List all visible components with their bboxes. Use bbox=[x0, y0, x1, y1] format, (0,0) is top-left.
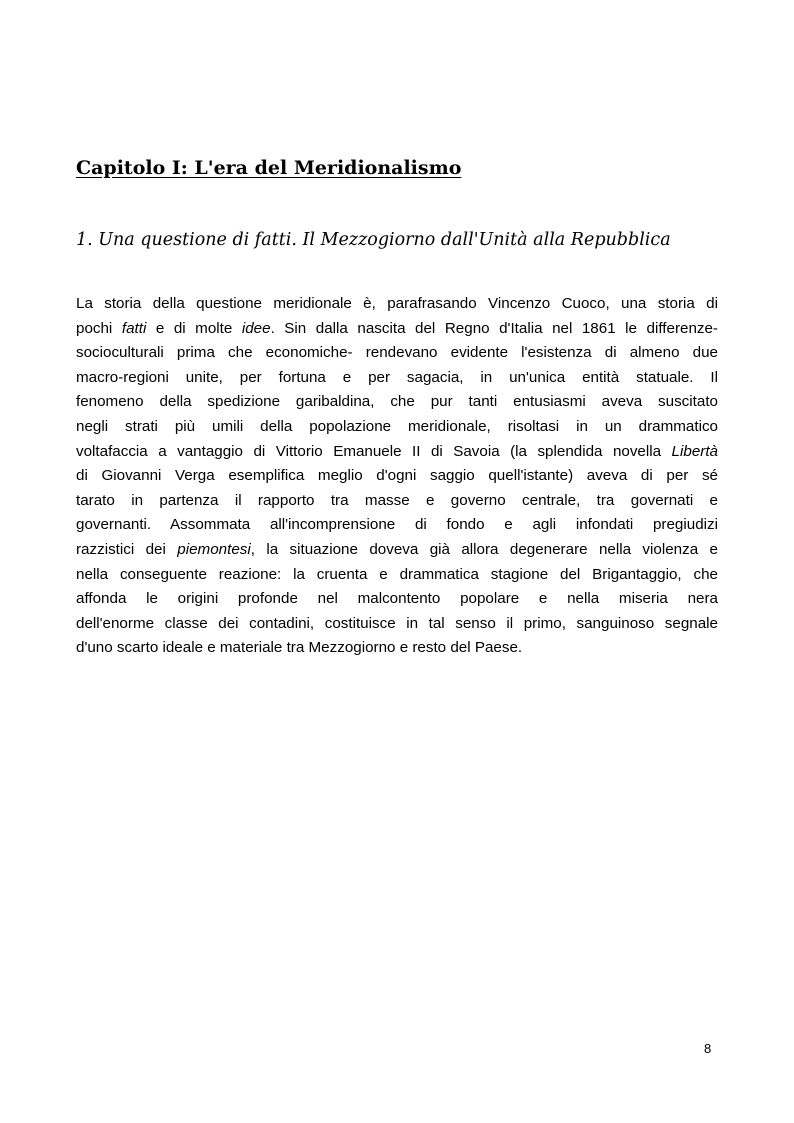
page-number: 8 bbox=[704, 1041, 712, 1056]
text-line bbox=[76, 464, 718, 489]
text-line bbox=[76, 440, 718, 465]
italic-term: piemontesi bbox=[177, 540, 251, 558]
text-segment: La storia della questione meridionale è, parafrasando Vincenzo Cuoco, una storia di bbox=[76, 295, 718, 312]
text-segment: d'uno scarto ideale e materiale tra Mezzogiorno e resto del Paese. bbox=[76, 639, 523, 657]
text-line bbox=[76, 612, 718, 637]
text-line bbox=[76, 292, 718, 317]
text-segment: socioculturali prima che economiche- rendevano evidente l'esistenza di almeno due bbox=[76, 344, 718, 362]
italic-term: fatti bbox=[121, 319, 147, 337]
text-line bbox=[76, 636, 718, 661]
body-paragraph bbox=[76, 292, 718, 661]
italic-term: idee bbox=[241, 319, 271, 337]
text-segment: dell'enorme classe dei contadini, costituisce in tal senso il primo, sanguinoso segnale bbox=[76, 614, 718, 632]
text-segment: negli strati più umili della popolazione meridionale, risoltasi in un drammatico bbox=[76, 417, 718, 435]
text-line bbox=[76, 587, 718, 612]
text-segment: di Giovanni Verga esemplifica meglio d'ogni saggio quell'istante) aveva di per sé bbox=[76, 467, 718, 485]
section-title: 1. Una questione di fatti. Il Mezzogiorno dall'Unità alla Repubblica bbox=[76, 230, 671, 250]
text-segment: nella conseguente reazione: la cruenta e drammatica stagione del Brigantaggio, che bbox=[76, 565, 718, 583]
text-line bbox=[76, 390, 718, 415]
text-segment: affonda le origini profonde nel malcontento popolare e nella miseria nera bbox=[76, 590, 718, 608]
text-line bbox=[76, 415, 718, 440]
text-segment: . Sin dalla nascita del Regno d'Italia nel 1861 le differenze- bbox=[270, 319, 718, 337]
italic-term: Libertà bbox=[671, 442, 718, 460]
text-line bbox=[76, 317, 718, 342]
text-line bbox=[76, 366, 718, 391]
text-segment: governanti. Assommata all'incomprensione di fondo e agli infondati pregiudizi bbox=[76, 516, 718, 534]
chapter-title: Capitolo I: L'era del Meridionalismo bbox=[76, 157, 462, 179]
text-segment: razzistici dei bbox=[76, 540, 178, 558]
text-line bbox=[76, 563, 718, 588]
text-line bbox=[76, 341, 718, 366]
text-segment: tarato in partenza il rapporto tra masse e governo centrale, tra governati e bbox=[76, 491, 718, 509]
text-segment: , la situazione doveva già allora degenerare nella violenza e bbox=[250, 540, 718, 558]
text-segment: macro-regioni unite, per fortuna e per sagacia, in un'unica entità statuale. Il bbox=[76, 368, 718, 386]
text-segment: pochi bbox=[76, 319, 122, 337]
text-segment: voltafaccia a vantaggio di Vittorio Emanuele II di Savoia (la splendida novella bbox=[76, 442, 672, 460]
text-line bbox=[76, 538, 718, 563]
text-line bbox=[76, 489, 718, 514]
text-segment: fenomeno della spedizione garibaldina, che pur tanti entusiasmi aveva suscitato bbox=[76, 393, 718, 411]
text-line bbox=[76, 513, 718, 538]
text-segment: e di molte bbox=[146, 319, 242, 337]
